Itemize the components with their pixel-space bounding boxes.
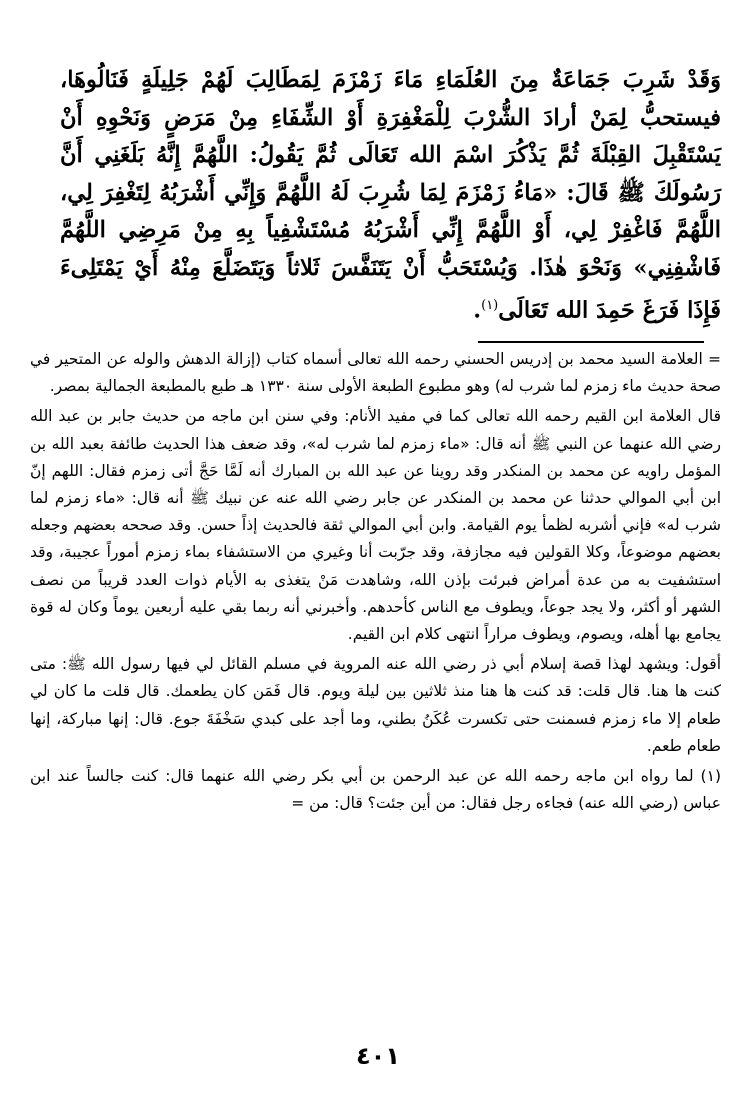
footnote-continuation: = العلامة السيد محمد بن إدريس الحسني رحمه الله تعالى أسماه كتاب (إزالة الدهش والوله عن المتحير في صحة حديث ماء زمزم لما شرب له) وهو مطبوع الطبعة الأولى سنة ١٣٣٠ هـ طبع بالمطبعة الجمالية بمصر. [30, 350, 721, 396]
footnote-marker: (١) [481, 298, 499, 313]
footnote-ibn-qayyim: قال العلامة ابن القيم رحمه الله تعالى كما في مفيد الأنام: وفي سنن ابن ماجه من حديث جابر بن عبد الله رضي الله عنهما عن النبي ﷺ أنه قال: «ماء زمزم لما شرب له»، وقد ضعف هذا الحديث طائفة بعبد الله بن المؤمل راويه عن محمد بن المنكدر وقد روينا عن عبد الله بن المبارك أنه لَمَّا حَجَّ أتى زمزم فقال: اللهم إنّ ابن أبي الموالي حدثنا عن محمد بن المنكدر عن جابر رضي الله عنه عن نبيك ﷺ أنه قال: «ماء زمزم لما شرب له» فإني أشربه لظمأ يوم القيامة. وابن أبي الموالي ثقة فالحديث إذاً حسن. وقد صححه بعضهم وجعله بعضهم موضوعاً، وكلا القولين فيه مجازفة، وقد جرّبت أنا وغيري من الاستشفاء بماء زمزم أموراً عجيبة، وقد استشفيت به من عدة أمراض فبرئت بإذن الله، وشاهدت مَنْ يتغذى به الأيام ذوات العدد قريباً من نصف الشهر أو أكثر، ولا يجد جوعاً، ويطوف مع الناس كأحدهم. وأخبرني أنه ربما بقي عليه أربعين يوماً وكان له قوة يجامع بها أهله، ويصوم، ويطوف مراراً انتهى كلام ابن القيم. [30, 407, 721, 644]
footnote-aqulu: أقول: ويشهد لهذا قصة إسلام أبي ذر رضي الله عنه المروية في مسلم القائل لي فيها رسول الله ﷺ: متى كنت ها هنا. قال قلت: قد كنت ها هنا منذ ثلاثين بين ليلة ويوم. قال فَمَن كان يطعمك. قال قلت ما كان لي طعام إلا ماء زمزم فسمنت حتى تكسرت عُكَنُ بطني، وما أجد على كبدي سَخْفَةَ جوع. قال: إنها مباركة، إنها طعام طعم. [30, 655, 721, 755]
main-paragraph-text: وَقَدْ شَرِبَ جَمَاعَةٌ مِنَ العُلَمَاءِ مَاءَ زَمْزَمَ لِمَطَالِبَ لَهُمْ جَلِيلَةٍ فَنَالُوهَا، فيستحبُّ لِمَنْ أرادَ الشُّرْبَ لِلْمَغْفِرَةِ أَوْ الشِّفَاءِ مِنْ مَرَضٍ وَنَحْوِهِ أَنْ يَسْتَقْبِلَ القِبْلَةَ ثُمَّ يَذْكُرَ اسْمَ الله تَعَالَى ثُمَّ يَقُولُ: اللَّهُمَّ إِنَّهُ بَلَغَنِي أَنَّ رَسُولَكَ ﷺ قَالَ: «مَاءُ زَمْزَمَ لِمَا شُرِبَ لَهُ اللَّهُمَّ وَإِنِّي أَشْرَبُهُ لِتَغْفِرَ لِي، اللَّهُمَّ فَاغْفِرْ لِي، أَوْ اللَّهُمَّ إِنِّي أَشْرَبُهُ مُسْتَشْفِياً بِهِ مِنْ مَرِضِي اللَّهُمَّ فَاشْفِنِي» وَنَحْوَ هٰذَا. وَيُسْتَحَبُّ أَنْ يَتَنَفَّسَ ثَلاثاً وَيَتَضَلَّعَ مِنْهُ أَيْ يَمْتَلِىءَ فَإِذَا فَرَغَ حَمِدَ الله تَعَالَى [60, 67, 721, 324]
footnote-separator [478, 341, 704, 343]
footnotes [30, 346, 721, 817]
main-paragraph: وَقَدْ شَرِبَ جَمَاعَةٌ مِنَ العُلَمَاءِ مَاءَ زَمْزَمَ لِمَطَالِبَ لَهُمْ جَلِيلَةٍ فَنَالُوهَا، فيستحبُّ لِمَنْ أرادَ الشُّرْبَ لِلْمَغْفِرَةِ أَوْ الشِّفَاءِ مِنْ مَرَضٍ وَنَحْوِهِ أَنْ يَسْتَقْبِلَ القِبْلَةَ ثُمَّ يَذْكُرَ اسْمَ الله تَعَالَى ثُمَّ يَقُولُ: اللَّهُمَّ إِنَّهُ بَلَغَنِي أَنَّ رَسُولَكَ ﷺ قَالَ: «مَاءُ زَمْزَمَ لِمَا شُرِبَ لَهُ اللَّهُمَّ وَإِنِّي أَشْرَبُهُ لِتَغْفِرَ لِي، اللَّهُمَّ فَاغْفِرْ لِي، أَوْ اللَّهُمَّ إِنِّي أَشْرَبُهُ مُسْتَشْفِياً بِهِ مِنْ مَرِضِي اللَّهُمَّ فَاشْفِنِي» وَنَحْوَ هٰذَا. وَيُسْتَحَبُّ أَنْ يَتَنَفَّسَ ثَلاثاً وَيَتَضَلَّعَ مِنْهُ أَيْ يَمْتَلِىءَ فَإِذَا فَرَغَ حَمِدَ الله تَعَالَى$^{(١)}$. [60, 67, 721, 324]
main-text [60, 62, 721, 330]
footnote-one: (١) لما رواه ابن ماجه رحمه الله عن عبد الرحمن بن أبي بكر رضي الله عنهما قال: كنت جالساً عند ابن عباس (رضي الله عنه) فجاءه رجل فقال: من أين جئت؟ قال: من = [30, 767, 721, 813]
page-number: ٤٠١ [356, 1042, 400, 1070]
